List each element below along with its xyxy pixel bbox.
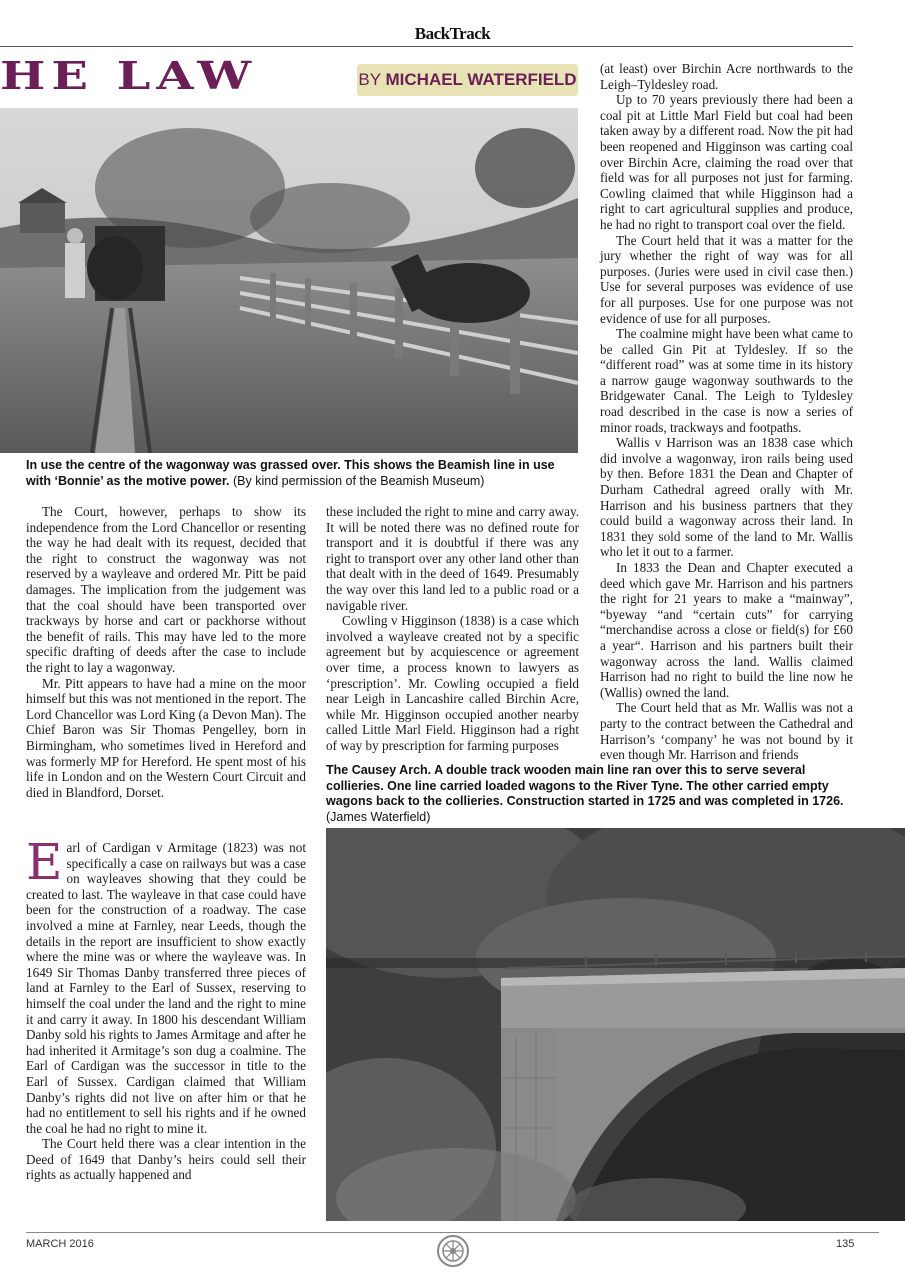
- col3-paragraph: The Court held that as Mr. Wallis was not a party to the contract between the Cathedral and Harrison’s ‘company’ he was not bound by it even though Mr. Harrison and friends: [600, 700, 853, 763]
- photo2-caption-text: The Causey Arch. A double track wooden main line ran over this to serve several collieries. One line carried loaded wagons to the River Tyne. The other carried empty wagons back to the collieries. Construction started in 1725 and was completed in 1726.: [326, 763, 844, 808]
- column-1-continued: [26, 833, 306, 1183]
- col1-paragraph: Mr. Pitt appears to have had a mine on the moor himself but this was not mentioned in the report. The Lord Chancellor was Lord King (a Devon Man). The Chief Baron was Sir Thomas Pengelley, born in Birmingham, who sometimes lived in Hereford and was formerly MP for Hereford. He spent most of his life in London and on the Western Court Circuit and died in Blandford, Dorset.: [26, 675, 306, 800]
- drop-cap: E: [26, 833, 63, 891]
- photo2-caption: [326, 763, 866, 825]
- photo2-caption-credit: (James Waterfield): [326, 809, 431, 824]
- column-3: [600, 61, 853, 763]
- col2-paragraph: Cowling v Higginson (1838) is a case which involved a wayleave created not by a specific agreement but by acquiescence or agreement over time, a process known to lawyers as ‘prescription’. Mr. Cowling occupied a field near Leigh in Lancashire called Birchin Acre, while Mr. Higginson occupied another nearby called Little Marl Field. Higginson had a right of way by prescription for farming purposes: [326, 613, 579, 753]
- photo1-caption-credit: (By kind permission of the Beamish Museum): [229, 473, 485, 488]
- col3-paragraph: Up to 70 years previously there had been a coal pit at Little Marl Field but coal had been taken away by a different road. Now the pit had been reopened and Higginson was carting coal over Birchin Acre, claiming the road over that field was for all purposes not just for farming. Cowling claimed that while Higginson had a right to cart agricultural supplies and produce, he had no right to transport coal over the field.: [600, 92, 853, 232]
- photo-beamish-wagonway: [0, 108, 578, 453]
- col1-dropcap-text: arl of Cardigan v Armitage (1823) was not specifically a case on railways but was a case on wayleaves showing that they could be created to last. The wayleave in that case could have been for the construction of a roadway. The case involved a mine at Farnley, near Leeds, though the details in the report are insufficient to show exactly where the mine was or where the wayleave was. In 1649 Sir Thomas Danby transferred three pieces of land at Farnley to the Earl of Sussex, reserving to himself the coal under the land and the right to mine it and carry it away. In 1800 his descendant William Danby sold his rights to James Armitage and after he had inherited it Armitage’s son dug a coalmine. The Earl of Cardigan was the successor in title to the Earl of Sussex. Cardigan claimed that William Danby’s rights did not live on after him or that he had no entitlement to sell his rights and if he owned the coal he had no right to mine it.: [26, 840, 306, 1136]
- col3-paragraph: In 1833 the Dean and Chapter executed a deed which gave Mr. Harrison and his partners the right for 21 years to make a “mainway”, “byeway “and “certain cuts” for carrying “merchandise across a close or field(s) for £60 a year“. Harrison and his partners built their wagonway across the land. Wallis claimed Harrison had no right to build the line now he (Wallis) owned the land.: [600, 560, 853, 700]
- photo-causey-arch: [326, 828, 905, 1221]
- article-headline: HE LAW: [0, 54, 258, 99]
- col3-paragraph: The coalmine might have been what came to be called Gin Pit at Tyldesley. If so the “different road” was at some time in its history a narrow gauge wagonway southwards to the Bridgewater Canal. The Leigh to Tyldesley road described in the case is now a series of minor roads, trackways and footpaths.: [600, 326, 853, 435]
- col1-paragraph-dropcap: [26, 833, 306, 1136]
- footer-rule: [26, 1232, 879, 1233]
- col3-paragraph: Wallis v Harrison was an 1838 case which did involve a wagonway, iron rails being used by then. Before 1831 the Dean and Chapter of Durham Cathedral agreed orally with Mr. Harrison and his business partners that they could build a wagonway across their land. In 1831 they sold some of the land to Mr. Wallis who let it out to a farmer.: [600, 435, 853, 560]
- wheel-icon: [436, 1234, 470, 1268]
- byline-author: MICHAEL WATERFIELD: [385, 70, 577, 89]
- col3-paragraph: The Court held that it was a matter for the jury whether the right of way was for all purposes. (Juries were used in civil case then.) Use for several purposes was evidence of use for all purposes. Use for one purpose was not evidence of use for all purposes.: [600, 232, 853, 326]
- column-2: [326, 504, 579, 754]
- byline-prefix: BY: [358, 70, 381, 89]
- causey-arch-illustration: [326, 828, 905, 1221]
- photo1-caption: [26, 458, 566, 489]
- footer-date: MARCH 2016: [26, 1238, 94, 1250]
- byline-badge: [357, 64, 578, 96]
- masthead-logo: BackTrack: [414, 24, 491, 43]
- col1-paragraph: The Court, however, perhaps to show its independence from the Lord Chancellor or resenting the way he had dealt with its request, decided that the right to construct the wagonway was not reserved by a wayleave and ordered Mr. Pitt be paid damages. The implication from the judgement was that the coal should have been transported over trackways by horse and cart or packhorse without the benefit of rails. This may have led to the more specific drafting of deeds after the case to include the right to lay a wagonway.: [26, 504, 306, 675]
- header-rule: [0, 46, 853, 47]
- col2-paragraph: these included the right to mine and carry away. It will be noted there was no defined route for transport and it is doubtful if there was any right to transport over any other land other than that dealt with in the deed of 1649. Presumably the way over this land led to a public road or a navigable river.: [326, 504, 579, 613]
- col3-paragraph: (at least) over Birchin Acre northwards to the Leigh–Tyldesley road.: [600, 61, 853, 92]
- page-number: 135: [836, 1238, 855, 1250]
- photo1-caption-text: In use the centre of the wagonway was grassed over. This shows the Beamish line in use with ‘Bonnie’ as the motive power.: [26, 458, 555, 488]
- col1-paragraph: The Court held there was a clear intention in the Deed of 1649 that Danby’s heirs could sell their rights as actually happened and: [26, 1136, 306, 1183]
- wagonway-illustration: [0, 108, 578, 453]
- column-1: [26, 504, 306, 800]
